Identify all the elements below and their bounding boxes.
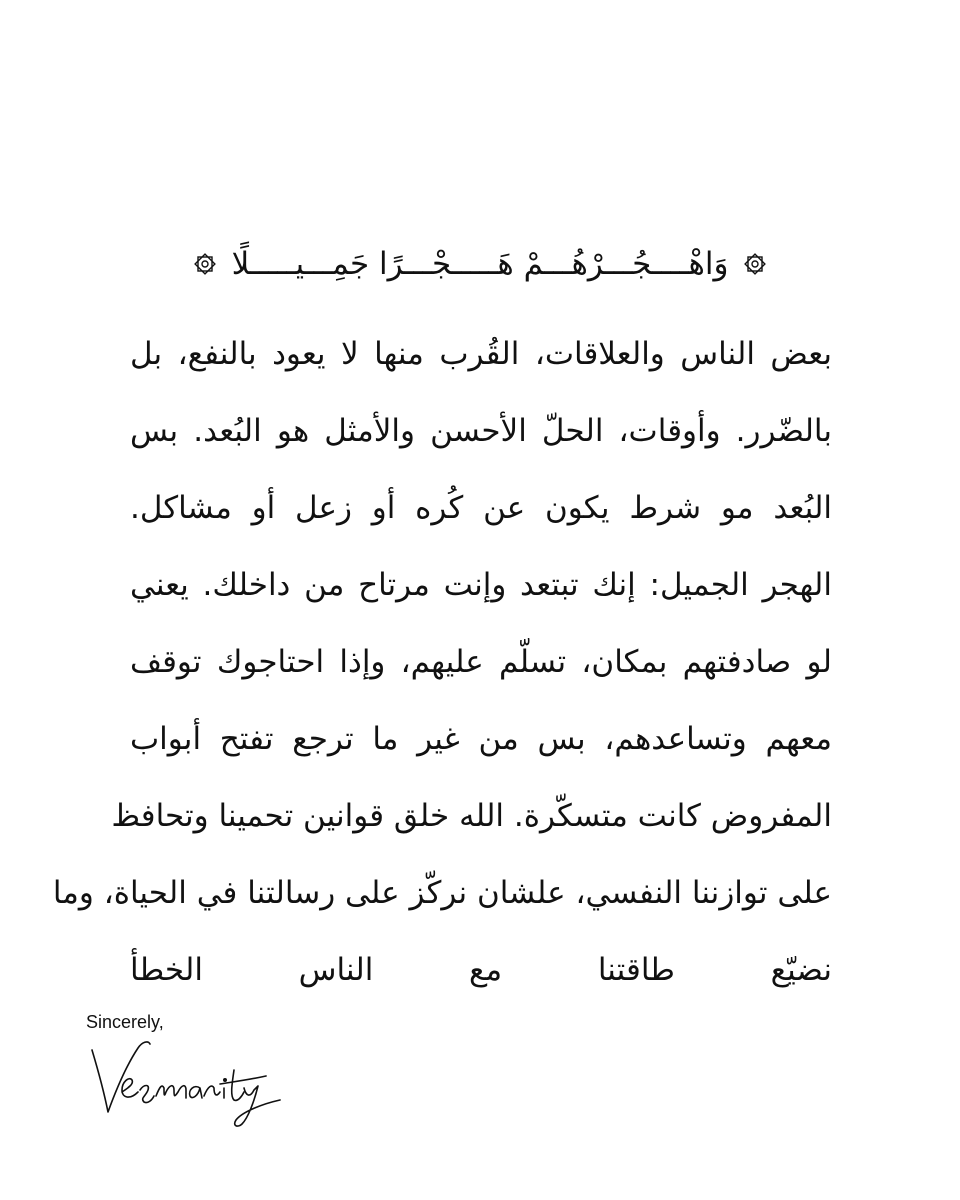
paragraph-line-5: لو صادفتهم بمكان، تسلّم عليهم، وإذا احتاجوك توقف: [130, 644, 832, 680]
paragraph-line-1: بعض الناس والعلاقات، القُرب منها لا يعود بالنفع، بل: [130, 336, 832, 372]
paragraph-line-6: معهم وتساعدهم، بس من غير ما ترجع تفتح أبواب: [130, 721, 832, 757]
verse-ornament-right-icon: [742, 251, 768, 277]
paragraph-line-2: بالضّرر. وأوقات، الحلّ الأحسن والأمثل هو البُعد. بس: [130, 413, 832, 449]
signature-icon: [82, 1030, 292, 1130]
signoff-label: Sincerely,: [86, 1012, 164, 1032]
verse-text: وَاهْــــجُـــرْهُـــمْ هَـــــجْـــرًا جَمِـــيـــــلًا: [231, 245, 729, 282]
verse-ornament-left-icon: [192, 251, 218, 277]
paragraph: [52, 316, 832, 1009]
paragraph-line-4: الهجر الجميل: إنك تبتعد وإنت مرتاح من داخلك. يعني: [130, 567, 832, 603]
quran-verse: [130, 232, 830, 296]
paragraph-line-7: المفروض كانت متسكّرة. الله خلق قوانين تحمينا وتحافظ: [111, 798, 832, 834]
paragraph-line-3: البُعد مو شرط يكون عن كُره أو زعل أو مشاكل.: [130, 490, 832, 526]
paragraph-line-9: نضيّع طاقتنا مع الناس الخطأ: [130, 952, 832, 988]
paragraph-line-8: على توازننا النفسي، علشان نركّز على رسالتنا في الحياة، وما: [52, 875, 832, 911]
